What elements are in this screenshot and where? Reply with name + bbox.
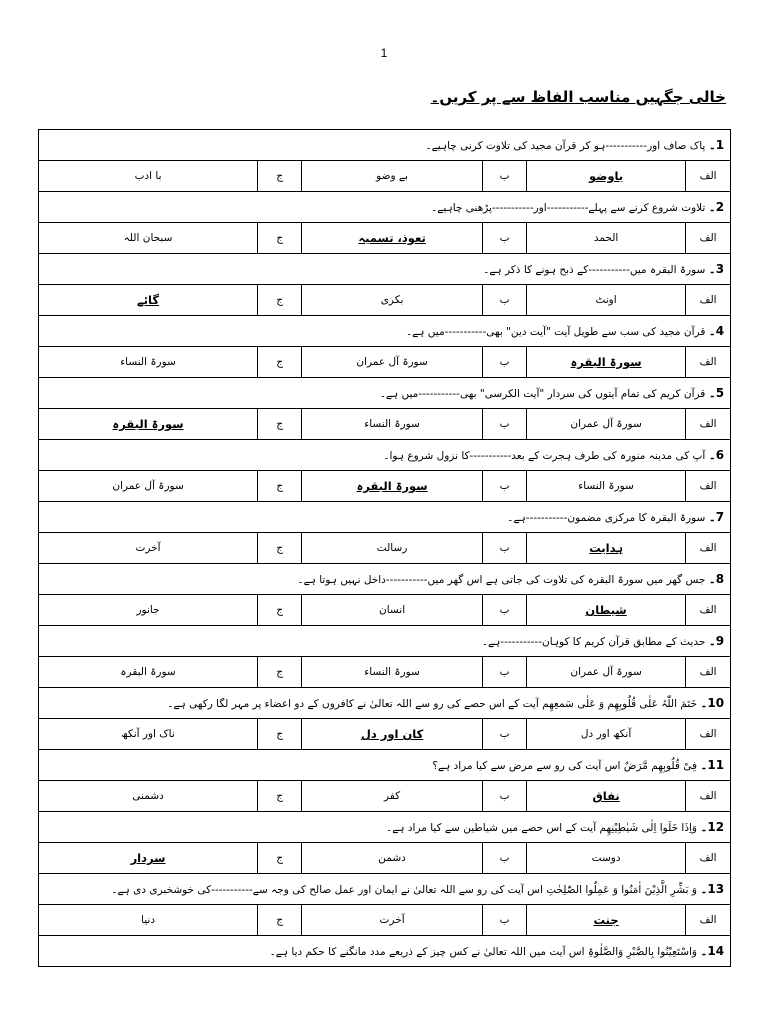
question-row: [39, 750, 731, 781]
question-cell: [39, 192, 731, 223]
option-letter-c: ج: [258, 595, 302, 626]
option-letter-a: الف: [686, 285, 731, 316]
option-b: [302, 409, 483, 440]
options-row: [39, 409, 731, 440]
option-letter-a: الف: [686, 161, 731, 192]
question-cell: [39, 440, 731, 471]
question-cell: [39, 874, 731, 905]
options-row: [39, 471, 731, 502]
option-a: [527, 409, 686, 440]
question-number: 9۔: [708, 634, 725, 648]
question-number: 11۔: [700, 758, 725, 772]
question-text: وَاسْتَعِیْنُوا بِالصَّبْرِ وَالصَّلٰوۃِ اس آیت میں اللہ تعالیٰ نے کس چیز کے ذریعے مدد مانگنے کا حکم دیا ہے۔: [269, 946, 697, 958]
question-number: 1۔: [708, 138, 725, 152]
question-number: 12۔: [700, 820, 725, 834]
option-letter-a: الف: [686, 223, 731, 254]
option-c: [39, 905, 258, 936]
option-a: [527, 657, 686, 688]
correct-answer: نفاق: [592, 789, 620, 803]
correct-answer: تعوذ، تسمیہ: [358, 231, 426, 245]
option-letter-b: ب: [483, 843, 527, 874]
option-c: [39, 347, 258, 378]
option-letter-c: ج: [258, 223, 302, 254]
page-number: 1: [380, 46, 388, 60]
question-text: پاک صاف اور-----------ہو کر قرآن مجید کی تلاوت کرنی چاہیے۔: [425, 140, 706, 152]
question-row: [39, 130, 731, 161]
question-cell: [39, 626, 731, 657]
option-letter-c: ج: [258, 285, 302, 316]
option-c: [39, 843, 258, 874]
question-number: 8۔: [708, 572, 725, 586]
worksheet-heading: خالی جگہیں مناسب الفاظ سے پر کریں۔: [430, 88, 726, 106]
options-row: [39, 533, 731, 564]
question-text: فِیْ قُلُوبِھِم مَّرَضٌ اس آیت کی رو سے مرض سے کیا مراد ہے؟: [432, 760, 697, 772]
question-number: 4۔: [708, 324, 725, 338]
correct-answer: ہدایت: [589, 541, 623, 555]
option-b: [302, 905, 483, 936]
option-letter-c: ج: [258, 533, 302, 564]
option-letter-b: ب: [483, 285, 527, 316]
option-a: [527, 719, 686, 750]
question-row: [39, 812, 731, 843]
option-letter-c: ج: [258, 657, 302, 688]
option-letter-c: ج: [258, 161, 302, 192]
question-number: 3۔: [708, 262, 725, 276]
option-text: دوست: [591, 852, 621, 864]
question-row: [39, 192, 731, 223]
question-number: 6۔: [708, 448, 725, 462]
fill-in-blanks-table: [38, 129, 731, 967]
option-letter-c: ج: [258, 347, 302, 378]
option-b: [302, 657, 483, 688]
question-text: قرآن مجید کی سب سے طویل آیت "آیت دین" بھی-----------میں ہے۔: [405, 326, 706, 338]
question-text: خَتَمَ اللّٰہُ عَلٰی قُلُوبِھِم وَ عَلٰی سَمعِھِم آیت کے اس حصے کی رو سے اللہ تعالیٰ نے کافروں کے دو اعضاء پر مہر لگا رکھی ہے۔: [167, 698, 697, 710]
option-a: [527, 781, 686, 812]
question-text: سورۃ البقرہ کا مرکزی مضمون-----------ہے۔: [507, 512, 706, 524]
option-letter-a: الف: [686, 595, 731, 626]
option-text: سورۃ البقرہ: [120, 666, 176, 678]
option-letter-a: الف: [686, 843, 731, 874]
option-c: [39, 471, 258, 502]
correct-answer: سورۃ البقرہ: [112, 417, 184, 431]
question-text: وَاِذَا خَلَوا اِلٰی شَیٰطِیْنِھِم آیت کے اس حصے میں شیاطین سے کیا مراد ہے۔: [386, 822, 697, 834]
option-c: [39, 533, 258, 564]
option-a: [527, 595, 686, 626]
correct-answer: سورۃ البقرہ: [570, 355, 642, 369]
option-text: آخرت: [135, 542, 161, 554]
option-letter-b: ب: [483, 905, 527, 936]
option-b: [302, 533, 483, 564]
question-cell: [39, 254, 731, 285]
option-b: [302, 285, 483, 316]
option-c: [39, 719, 258, 750]
option-letter-b: ب: [483, 223, 527, 254]
option-letter-b: ب: [483, 533, 527, 564]
correct-answer: باوضو: [589, 169, 624, 183]
correct-answer: کان اور دل: [360, 727, 424, 741]
option-a: [527, 161, 686, 192]
options-row: [39, 285, 731, 316]
question-number: 5۔: [708, 386, 725, 400]
options-row: [39, 347, 731, 378]
question-cell: [39, 564, 731, 595]
option-b: [302, 595, 483, 626]
option-text: دشمنی: [132, 790, 164, 802]
option-letter-c: ج: [258, 843, 302, 874]
question-row: [39, 254, 731, 285]
question-cell: [39, 378, 731, 409]
option-text: سورۃ آل عمران: [570, 666, 642, 678]
option-letter-c: ج: [258, 471, 302, 502]
option-a: [527, 223, 686, 254]
option-letter-c: ج: [258, 905, 302, 936]
option-text: سورۃ آل عمران: [112, 480, 184, 492]
option-b: [302, 223, 483, 254]
option-text: سورۃ النساء: [364, 418, 420, 430]
option-b: [302, 719, 483, 750]
questions-body: [39, 130, 731, 967]
option-text: ناک اور آنکھ: [121, 728, 175, 740]
option-letter-a: الف: [686, 781, 731, 812]
question-cell: [39, 130, 731, 161]
option-text: جانور: [136, 604, 160, 616]
options-row: [39, 843, 731, 874]
option-letter-a: الف: [686, 471, 731, 502]
options-row: [39, 657, 731, 688]
question-cell: [39, 936, 731, 967]
option-text: سبحان اللہ: [123, 232, 173, 244]
question-row: [39, 936, 731, 967]
correct-answer: سردار: [130, 851, 166, 865]
question-number: 7۔: [708, 510, 725, 524]
option-letter-a: الف: [686, 347, 731, 378]
option-text: الحمد: [593, 232, 619, 244]
option-letter-c: ج: [258, 409, 302, 440]
option-b: [302, 161, 483, 192]
question-cell: [39, 502, 731, 533]
option-letter-b: ب: [483, 781, 527, 812]
question-text: قرآن کریم کی تمام آیتوں کی سردار "آیت الکرسی" بھی-----------میں ہے۔: [379, 388, 706, 400]
question-row: [39, 626, 731, 657]
question-cell: [39, 812, 731, 843]
option-text: اونٹ: [595, 294, 617, 306]
option-letter-c: ج: [258, 719, 302, 750]
option-a: [527, 533, 686, 564]
option-letter-a: الف: [686, 533, 731, 564]
option-letter-b: ب: [483, 161, 527, 192]
option-a: [527, 471, 686, 502]
option-letter-b: ب: [483, 347, 527, 378]
options-row: [39, 905, 731, 936]
option-text: سورۃ آل عمران: [570, 418, 642, 430]
question-row: [39, 688, 731, 719]
question-number: 13۔: [700, 882, 725, 896]
option-a: [527, 285, 686, 316]
option-letter-a: الف: [686, 719, 731, 750]
option-letter-a: الف: [686, 657, 731, 688]
option-b: [302, 781, 483, 812]
question-row: [39, 316, 731, 347]
option-letter-b: ب: [483, 595, 527, 626]
question-cell: [39, 688, 731, 719]
option-a: [527, 905, 686, 936]
option-text: سورۃ النساء: [578, 480, 634, 492]
options-row: [39, 719, 731, 750]
option-letter-b: ب: [483, 471, 527, 502]
option-text: کفر: [384, 790, 401, 802]
option-letter-b: ب: [483, 719, 527, 750]
option-c: [39, 285, 258, 316]
option-b: [302, 471, 483, 502]
question-number: 10۔: [700, 696, 725, 710]
option-c: [39, 781, 258, 812]
question-text: تلاوت شروع کرنے سے پہلے-----------اور-----------پڑھنی چاہیے۔: [431, 202, 706, 214]
option-letter-a: الف: [686, 409, 731, 440]
option-text: بے وضو: [376, 170, 408, 182]
option-c: [39, 595, 258, 626]
question-text: جس گھر میں سورۃ البقرہ کی تلاوت کی جاتی ہے اس گھر میں-----------داخل نہیں ہوتا ہے۔: [297, 574, 706, 586]
options-row: [39, 781, 731, 812]
question-row: [39, 440, 731, 471]
question-number: 2۔: [708, 200, 725, 214]
question-text: آپ کی مدینہ منورہ کی طرف ہجرت کے بعد-----------کا نزول شروع ہوا۔: [383, 450, 706, 462]
options-row: [39, 595, 731, 626]
option-c: [39, 657, 258, 688]
option-letter-b: ب: [483, 409, 527, 440]
question-text: وَ بَشِّرِ الَّذِیْنَ اٰمَنُوا وَ عَمِلُوا الصّٰلِحٰتِ اس آیت کی رو سے اللہ تعالیٰ نے ایمان اور عمل صالح کی وجہ سے-----------کی خوشخبری دی ہے۔: [111, 884, 697, 896]
option-letter-a: الف: [686, 905, 731, 936]
option-c: [39, 161, 258, 192]
option-a: [527, 347, 686, 378]
correct-answer: شیطان: [585, 603, 627, 617]
question-row: [39, 378, 731, 409]
option-text: سورۃ آل عمران: [356, 356, 428, 368]
correct-answer: سورۃ البقرہ: [356, 479, 428, 493]
option-text: سورۃ النساء: [364, 666, 420, 678]
option-text: انسان: [379, 604, 406, 616]
question-cell: [39, 750, 731, 781]
option-b: [302, 843, 483, 874]
question-row: [39, 564, 731, 595]
option-c: [39, 223, 258, 254]
option-text: رسالت: [376, 542, 408, 554]
option-text: آخرت: [379, 914, 405, 926]
correct-answer: جنت: [593, 913, 619, 927]
option-text: بکری: [380, 294, 404, 306]
option-text: دشمن: [378, 852, 406, 864]
option-b: [302, 347, 483, 378]
question-text: حدیث کے مطابق قرآن کریم کا کوہان-----------ہے۔: [481, 636, 706, 648]
question-number: 14۔: [700, 944, 725, 958]
option-text: دنیا: [141, 914, 156, 926]
options-row: [39, 161, 731, 192]
option-a: [527, 843, 686, 874]
option-c: [39, 409, 258, 440]
options-row: [39, 223, 731, 254]
question-cell: [39, 316, 731, 347]
question-row: [39, 874, 731, 905]
option-letter-c: ج: [258, 781, 302, 812]
correct-answer: گائے: [137, 293, 160, 307]
option-letter-b: ب: [483, 657, 527, 688]
question-row: [39, 502, 731, 533]
option-text: سورۃ النساء: [120, 356, 176, 368]
question-text: سورۃ البقرہ میں-----------کے ذبح ہونے کا ذکر ہے۔: [483, 264, 706, 276]
option-text: آنکھ اور دل: [580, 728, 632, 740]
option-text: با ادب: [134, 170, 162, 182]
